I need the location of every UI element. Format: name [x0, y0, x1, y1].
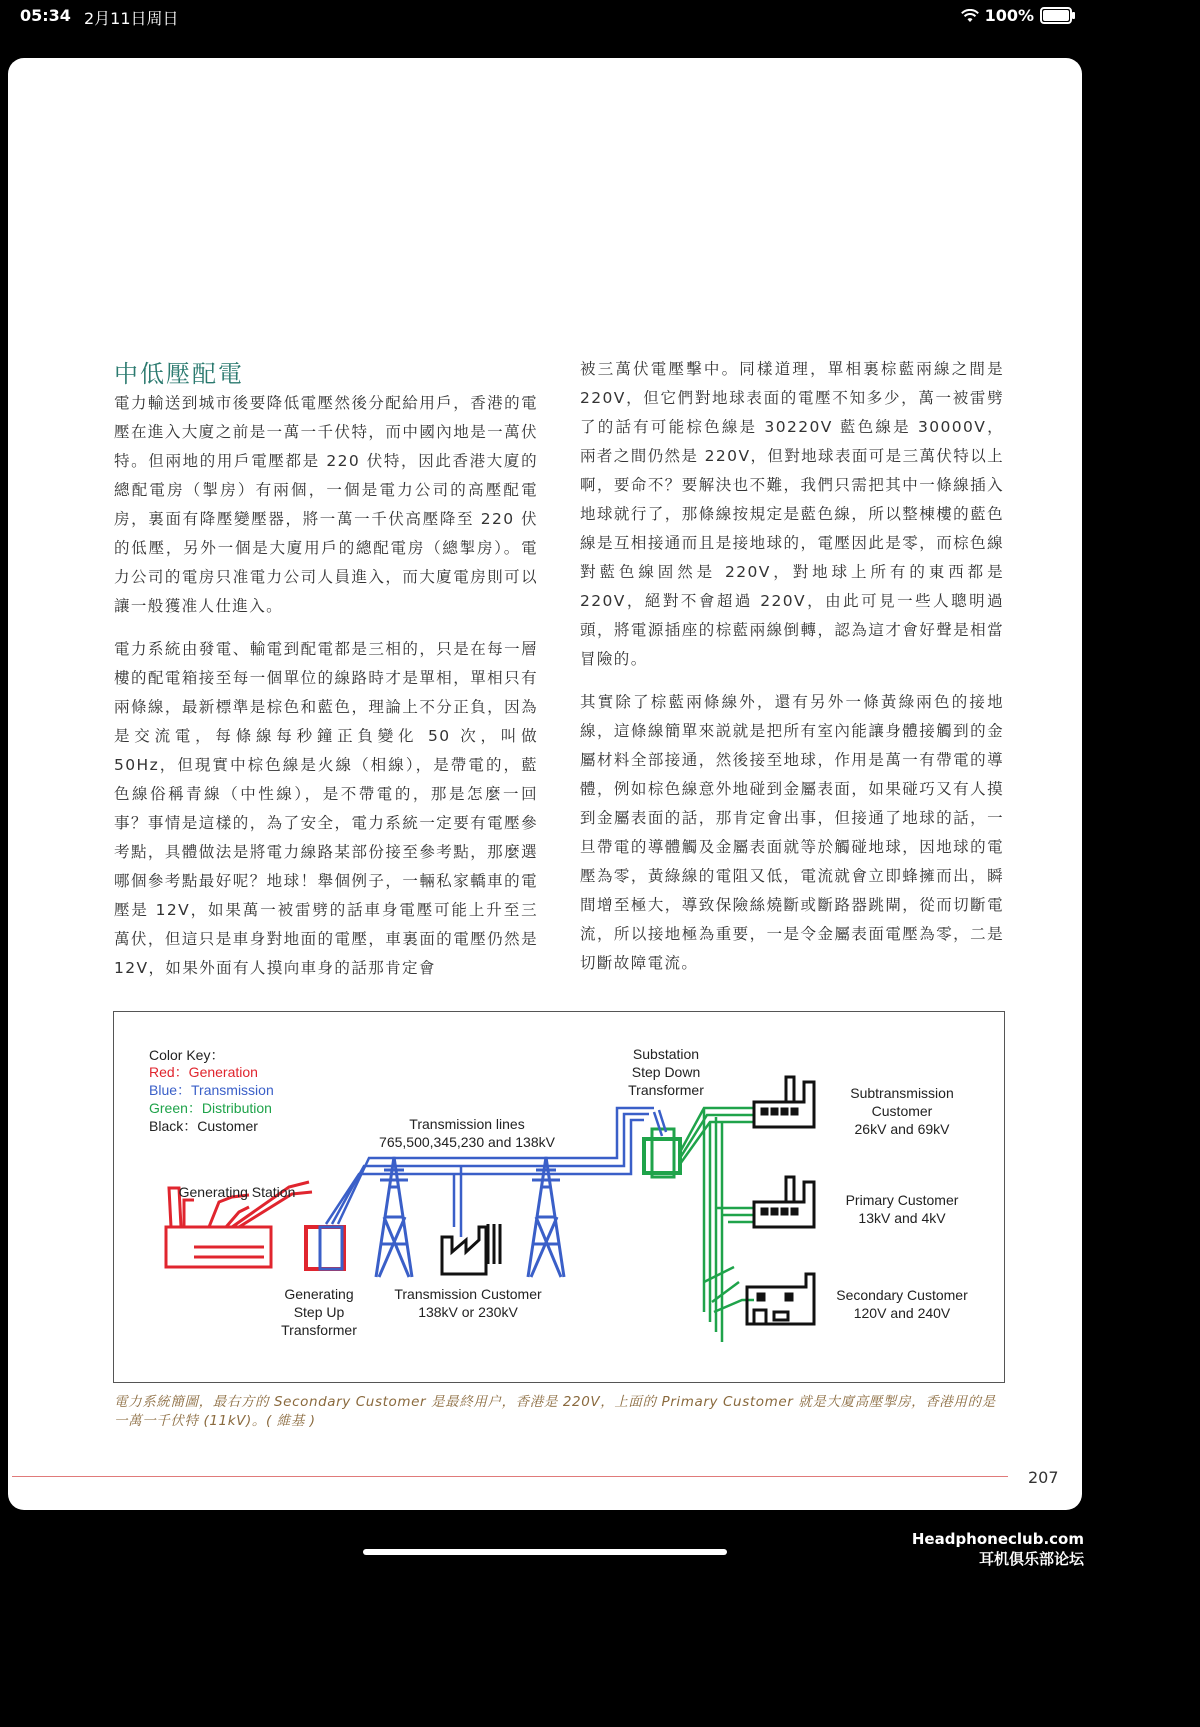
label-step-up-3: Transformer	[281, 1322, 357, 1338]
paragraph: 其實除了棕藍兩條線外，還有另外一條黃綠兩色的接地線，這條線簡單來説就是把所有室內能讓身體接觸到的金屬材料全部接通，然後接至地球，作用是萬一有帶電的導體，例如棕色線意外地碰到金屬表面，如果碰巧又有人摸到金屬表面的話，那肯定會出事，但接通了地球的話，一旦帶電的導體觸及金屬表面就等於觸碰地球，因地球的電壓為零，黃綠線的電阻又低，電流就會立即蜂擁而出，瞬間增至極大，導致保險絲燒斷或斷路器跳閘，從而切斷電流，所以接地極為重要，一是令金屬表面電壓為零，二是切斷故障電流。	[580, 693, 1004, 972]
label-step-up-2: Step Up	[293, 1304, 345, 1320]
distribution-lines	[680, 1108, 754, 1342]
label-generating-station: Generating Station	[178, 1184, 296, 1200]
color-key-blue: Blue：Transmission	[149, 1082, 274, 1098]
label-primary-2: 13kV and 4kV	[858, 1210, 946, 1226]
watermark-forum: 耳机俱乐部论坛	[978, 1550, 1084, 1568]
step-up-transformer-icon	[306, 1227, 344, 1269]
status-bar	[0, 0, 1090, 40]
battery-percent: 100%	[984, 6, 1034, 25]
color-key-green: Green：Distribution	[149, 1100, 272, 1116]
watermark	[912, 1530, 1084, 1569]
wifi-icon	[961, 9, 979, 23]
watermark-site: Headphoneclub.com	[911, 1530, 1084, 1548]
transmission-customer-icon	[442, 1224, 500, 1274]
figure-caption: 電力系統簡圖，最右方的 Secondary Customer 是最終用户，香港是 220V，上面的 Primary Customer 就是大廈高壓掣房，香港用的是一萬一千伏特 (11kV)。( 維基 )	[114, 1394, 996, 1429]
power-system-diagram	[113, 1011, 1005, 1383]
label-sub-2: Step Down	[631, 1064, 701, 1080]
section-heading: 中低壓配電	[114, 360, 244, 388]
label-tc-2: 138kV or 230kV	[418, 1304, 518, 1320]
color-key-title: Color Key：	[149, 1047, 225, 1063]
home-indicator[interactable]	[363, 1549, 727, 1555]
footer-divider	[12, 1476, 1008, 1477]
color-key-black: Black：Customer	[149, 1118, 258, 1134]
status-date: 2月11日周日	[84, 9, 179, 28]
label-subtx-2: Customer	[871, 1103, 933, 1119]
secondary-customer-icon	[747, 1274, 814, 1324]
book-page	[8, 58, 1082, 1510]
label-secondary-2: 120V and 240V	[853, 1305, 951, 1321]
label-step-up-1: Generating	[284, 1286, 354, 1302]
primary-customer-icon	[754, 1177, 814, 1227]
label-primary-1: Primary Customer	[845, 1192, 959, 1208]
label-subtx-1: Subtransmission	[850, 1085, 954, 1101]
label-sub-1: Substation	[632, 1046, 700, 1062]
substation-transformer-icon	[644, 1110, 680, 1177]
page-number: 207	[1028, 1468, 1059, 1487]
label-subtx-3: 26kV and 69kV	[854, 1121, 950, 1137]
right-column	[580, 355, 1004, 992]
label-lines-2: 765,500,345,230 and 138kV	[379, 1134, 555, 1150]
paragraph: 電力系統由發電、輸電到配電都是三相的，只是在每一層樓的配電箱接至每一個單位的線路時才是單相，單相只有兩條線，最新標準是棕色和藍色，理論上不分正負，因為是交流電，每條線每秒鐘正負變化 50 次，叫做 50Hz，但現實中棕色線是火線（相線），是帶電的，藍色線俗稱青線（中性線），是不帶電的，那是怎麼一回事？事情是這樣的，為了安全，電力系統一定要有電壓參考點，具體做法是將電力線路某部份接至參考點，那麼選哪個參考點最好呢？地球！舉個例子，一輛私家轎車的電壓是 12V，如果萬一被雷劈的話車身電壓可能上升至三萬伏，但這只是車身對地面的電壓，車裏面的電壓仍然是 12V，如果外面有人摸向車身的話那肯定會	[114, 640, 538, 977]
paragraph: 被三萬伏電壓擊中。同樣道理，單相裏棕藍兩線之間是 220V，但它們對地球表面的電壓不知多少，萬一被雷劈了的話有可能棕色線是 30220V 藍色線是 30000V，兩者之間仍然是 220V，但對地球表面可是三萬伏特以上啊，要命不？要解決也不難，我們只需把其中一條線插入地球就行了，那條線按規定是藍色線，所以整棟樓的藍色線是互相接通而且是接地球的，電壓因此是零，而棕色線對藍色線固然是 220V，對地球上所有的東西都是 220V，絕對不會超過 220V，由此可見一些人聰明過頭，將電源插座的棕藍兩線倒轉，認為這才會好聲是相當冒險的。	[580, 360, 1004, 668]
status-time: 05:34	[20, 6, 71, 25]
color-key-red: Red：Generation	[149, 1064, 258, 1080]
left-column	[114, 389, 538, 997]
paragraph: 電力輸送到城市後要降低電壓然後分配給用戶，香港的電壓在進入大廈之前是一萬一千伏特，而中國內地是一萬伏特。但兩地的用戶電壓都是 220 伏特，因此香港大廈的總配電房（掣房）有兩個，一個是電力公司的高壓配電房，裏面有降壓變壓器，將一萬一千伏高壓降至 220 伏的低壓，另外一個是大廈用戶的總配電房（總掣房）。電力公司的電房只准電力公司人員進入，而大廈電房則可以讓一般獲准人仕進入。	[114, 394, 538, 615]
label-lines-1: Transmission lines	[409, 1116, 525, 1132]
subtransmission-customer-icon	[754, 1077, 814, 1127]
status-right	[961, 6, 1072, 25]
label-sub-3: Transformer	[628, 1082, 704, 1098]
label-tc-1: Transmission Customer	[394, 1286, 542, 1302]
battery-icon	[1040, 7, 1072, 24]
label-secondary-1: Secondary Customer	[836, 1287, 968, 1303]
